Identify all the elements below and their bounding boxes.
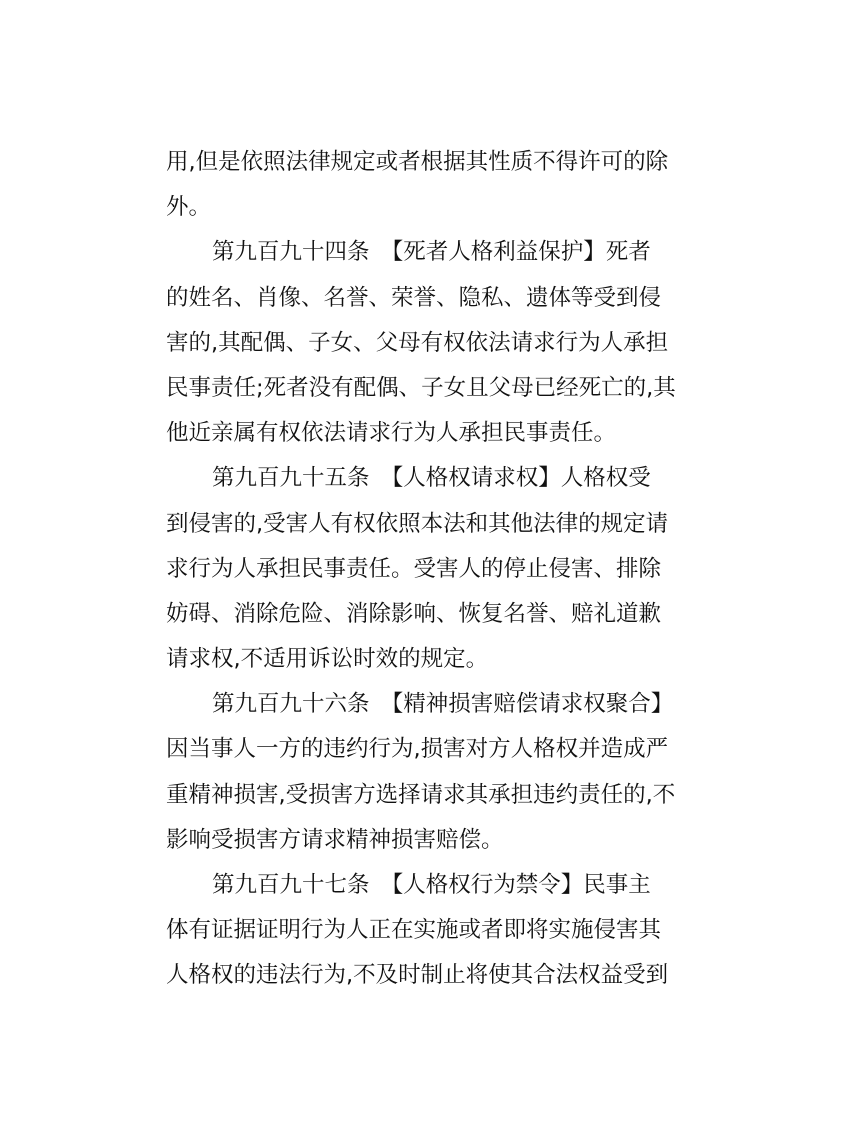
text-line: 重精神损害,受损害方选择请求其承担违约责任的,不 [166,781,676,808]
text-line: 用,但是依照法律规定或者根据其性质不得许可的除 [166,149,669,175]
article-994-heading-line: 第九百九十四条 【死者人格利益保护】死者 [212,239,651,266]
text-line: 的姓名、肖像、名誉、荣誉、隐私、遗体等受到侵 [166,284,662,311]
text-line: 人格权的违法行为,不及时制止将使其合法权益受到 [166,962,669,989]
text-line: 害的,其配偶、子女、父母有权依法请求行为人承担 [166,329,669,356]
text-line: 求行为人承担民事责任。受害人的停止侵害、排除 [166,555,662,582]
text-line: 到侵害的,受害人有权依照本法和其他法律的规定请 [166,510,669,537]
text-line: 请求权,不适用诉讼时效的规定。 [166,646,489,673]
text-line: 他近亲属有权依法请求行为人承担民事责任。 [166,420,617,447]
text-line: 因当事人一方的违约行为,损害对方人格权并造成严 [166,736,669,763]
text-line: 妨碍、消除危险、消除影响、恢复名誉、赔礼道歉 [166,600,662,627]
article-997-heading-line: 第九百九十七条 【人格权行为禁令】民事主 [212,872,651,898]
text-line: 影响受损害方请求精神损害赔偿。 [166,826,504,853]
text-line: 体有证据证明行为人正在实施或者即将实施侵害其 [166,917,662,944]
text-line: 民事责任;死者没有配偶、子女且父母已经死亡的,其 [166,374,676,401]
document-page [166,140,726,999]
article-996-heading-line: 第九百九十六条 【精神损害赔偿请求权聚合】 [212,691,674,718]
article-995-heading-line: 第九百九十五条 【人格权请求权】人格权受 [212,465,651,492]
text-line: 外。 [166,194,212,221]
